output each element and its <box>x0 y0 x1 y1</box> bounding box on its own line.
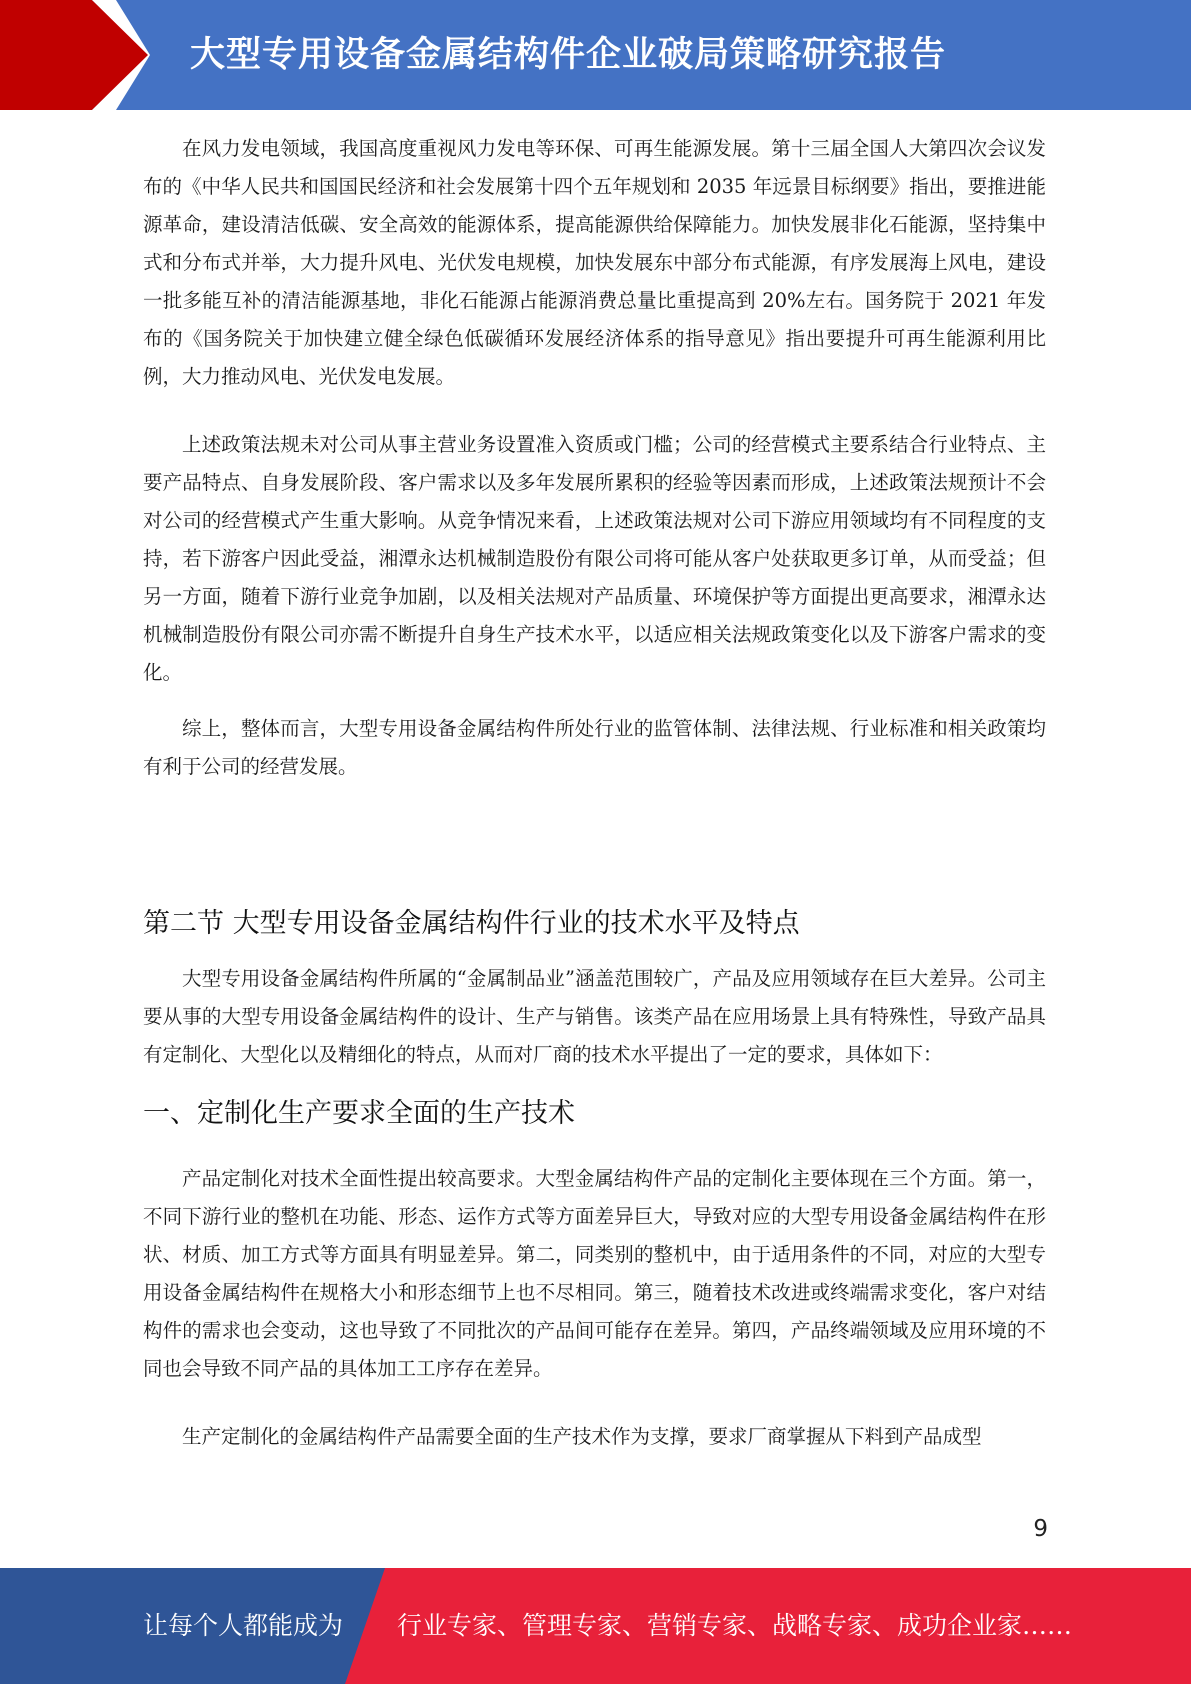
paragraph-section-intro: 大型专用设备金属结构件所属的“金属制品业”涵盖范围较广，产品及应用领域存在巨大差异。公司主要从事的大型专用设备金属结构件的设计、生产与销售。该类产品在应用场景上具有特殊性，导致产品具有定制化、大型化以及精细化的特点，从而对厂商的技术水平提出了一定的要求，具体如下： <box>143 967 1046 1066</box>
paragraph-customization: 产品定制化对技术全面性提出较高要求。大型金属结构件产品的定制化主要体现在三个方面。第一，不同下游行业的整机在功能、形态、运作方式等方面差异巨大，导致对应的大型专用设备金属结构件在形状、材质、加工方式等方面具有明显差异。第二，同类别的整机中，由于适用条件的不同，对应的大型专用设备金属结构件在规格大小和形态细节上也不尽相同。第三，随着技术改进或终端需求变化，客户对结构件的需求也会变动，这也导致了不同批次的产品间可能存在差异。第四，产品终端领域及应用环境的不同也会导致不同产品的具体加工工序存在差异。 <box>143 1167 1046 1380</box>
report-title: 大型专用设备金属结构件企业破局策略研究报告 <box>190 35 947 75</box>
section-heading: 第二节 大型专用设备金属结构件行业的技术水平及特点 <box>143 908 800 939</box>
footer-slogan-right: 行业专家、管理专家、营销专家、战略专家、成功企业家…… <box>397 1611 1073 1640</box>
page-footer <box>0 1568 1191 1684</box>
page-content <box>143 130 1046 1456</box>
sub-heading: 一、定制化生产要求全面的生产技术 <box>143 1098 575 1129</box>
page-header <box>0 0 1191 110</box>
paragraph-policy-impact: 上述政策法规未对公司从事主营业务设置准入资质或门槛；公司的经营模式主要系结合行业特点、主要产品特点、自身发展阶段、客户需求以及多年发展所累积的经验等因素而形成，上述政策法规预计不会对公司的经营模式产生重大影响。从竞争情况来看，上述政策法规对公司下游应用领域均有不同程度的支持，若下游客户因此受益，湘潭永达机械制造股份有限公司将可能从客户处获取更多订单，从而受益；但另一方面，随着下游行业竞争加剧，以及相关法规对产品质量、环境保护等方面提出更高要求，湘潭永达机械制造股份有限公司亦需不断提升自身生产技术水平，以适应相关法规政策变化以及下游客户需求的变化。 <box>143 433 1046 684</box>
page-number: 9 <box>1033 1516 1048 1542</box>
footer-slogan-left: 让每个人都能成为 <box>143 1611 344 1640</box>
paragraph-summary: 综上，整体而言，大型专用设备金属结构件所处行业的监管体制、法律法规、行业标准和相关政策均有利于公司的经营发展。 <box>143 717 1046 778</box>
paragraph-wind-power: 在风力发电领域，我国高度重视风力发电等环保、可再生能源发展。第十三届全国人大第四次会议发布的《中华人民共和国国民经济和社会发展第十四个五年规划和 2035 年远景目标纲要》指出，要推进能源革命，建设清洁低碳、安全高效的能源体系，提高能源供给保障能力。加快发展非化石能源，坚持集中式和分布式并举，大力提升风电、光伏发电规模，加快发展东中部分布式能源，有序发展海上风电，建设一批多能互补的清洁能源基地，非化石能源占能源消费总量比重提高到 20%左右。国务院于 2021 年发布的《国务院关于加快建立健全绿色低碳循环发展经济体系的指导意见》指出要提升可再生能源利用比例，大力推动风电、光伏发电发展。 <box>143 137 1046 388</box>
paragraph-production-tech: 生产定制化的金属结构件产品需要全面的生产技术作为支撑，要求厂商掌握从下料到产品成型 <box>182 1425 982 1448</box>
